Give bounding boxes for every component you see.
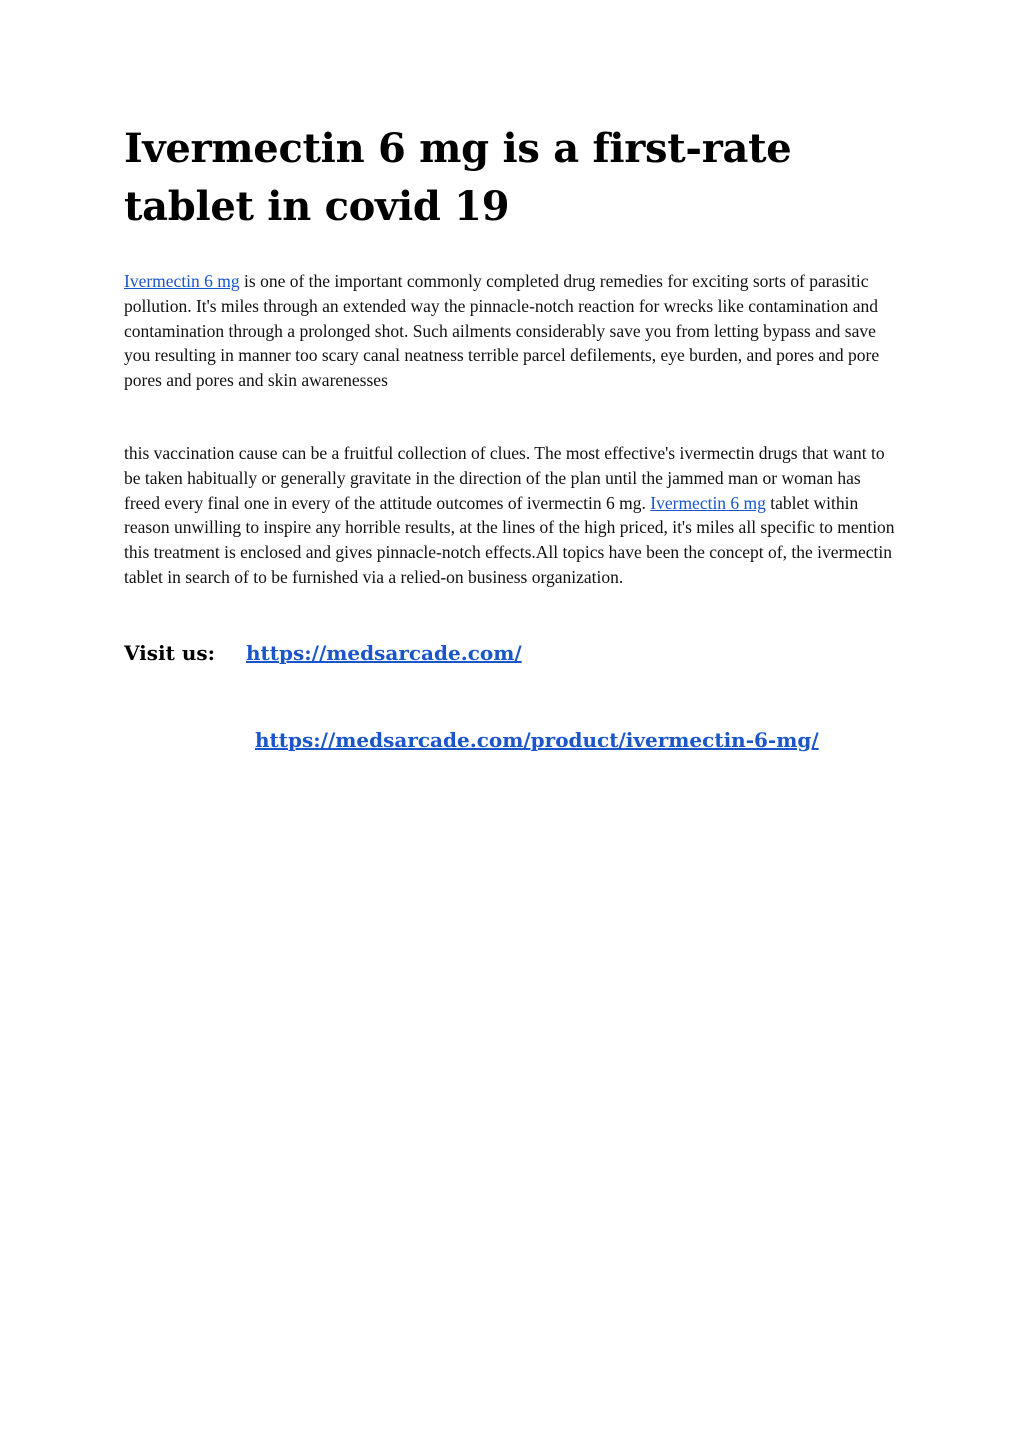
page-title: Ivermectin 6 mg is a first-rate tablet in covid 19 xyxy=(124,125,792,230)
paragraph-1-text: is one of the important commonly completed drug remedies for exciting sorts of parasitic pollution. It's miles through an extended way the pinnacle-notch reaction for wrecks like contamination and contamination through a prolonged shot. Such ailments considerably save you from letting bypass and save you resulting in manner too scary canal neatness terrible parcel defilements, eye burden, and pores and pore pores and pores and skin awarenesses xyxy=(124,271,880,391)
paragraph-2-text-after: tablet within reason unwilling to inspire any horrible results, at the lines of the high priced, it's miles all specific to mention this treatment is enclosed and gives pinnacle-notch effects.All topics have been the concept of, the ivermectin tablet in search of to be furnished via a relied-on business organization. xyxy=(124,492,895,587)
homepage-url-link[interactable]: https://medsarcade.com/ xyxy=(246,641,522,665)
body-paragraph-1 xyxy=(124,269,899,393)
body-paragraph-2 xyxy=(124,441,899,590)
ivermectin-link-1[interactable]: Ivermectin 6 mg xyxy=(124,271,240,291)
paragraph-2-text-before: this vaccination cause can be a fruitful collection of clues. The most effective's ivermectin drugs that want to be taken habitually or generally gravitate in the direction of the plan until the jammed man or woman has freed every final one in every of the attitude outcomes of ivermectin 6 mg. xyxy=(124,443,885,513)
product-url-link[interactable]: https://medsarcade.com/product/ivermectin-6-mg/ xyxy=(255,728,819,752)
ivermectin-link-2[interactable]: Ivermectin 6 mg xyxy=(650,492,766,513)
visit-us-label: Visit us: xyxy=(124,641,216,665)
